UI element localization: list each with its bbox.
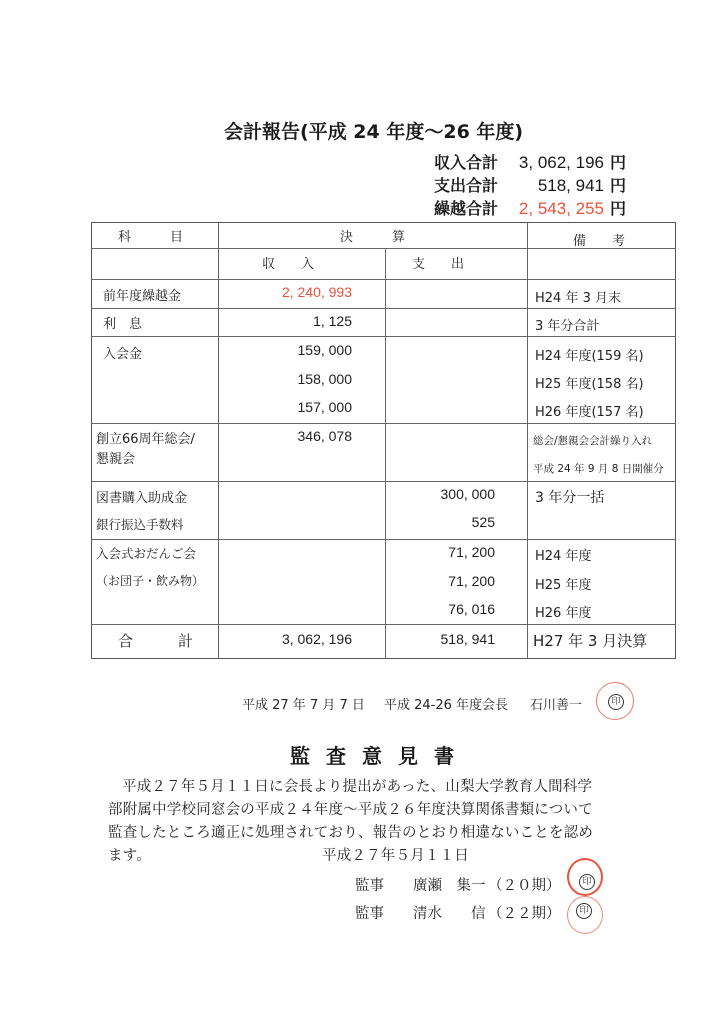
header-subject: 科 目 <box>118 230 184 245</box>
table-divider <box>218 222 219 659</box>
summary-unit: 円 <box>610 153 627 172</box>
table-divider <box>91 279 676 280</box>
row-expense: 300, 000 <box>440 486 495 502</box>
seal-mark: 印 <box>576 903 592 919</box>
row-subject: 入会金 <box>103 347 143 362</box>
row-subject: 入会式おだんご会 <box>96 546 197 561</box>
auditor-seal-icon <box>567 858 603 896</box>
total-label: 合 計 <box>118 632 194 650</box>
row-remarks: H25 年度 <box>535 578 592 593</box>
row-remarks: H25 年度(158 名) <box>535 377 644 392</box>
row-subject: 図書購入助成金 <box>96 491 188 506</box>
row-subject: （お団子・飲み物） <box>96 574 205 588</box>
table-divider <box>527 222 528 659</box>
row-remarks: 平成 24 年 9 月 8 日開催分 <box>533 463 664 475</box>
summary-income <box>434 150 626 173</box>
row-remarks: 3 年分合計 <box>535 319 600 334</box>
row-subject: 利 息 <box>103 317 143 332</box>
total-expense: 518, 941 <box>440 631 495 647</box>
seal-mark: 印 <box>608 694 624 710</box>
auditor-name: 廣瀬 集一 <box>413 878 486 894</box>
header-settlement: 決 算 <box>340 230 406 245</box>
row-remarks: H26 年度 <box>535 606 592 621</box>
auditor-seal-icon <box>567 896 603 934</box>
row-remarks: H24 年度 <box>535 549 592 564</box>
summary-unit: 円 <box>610 176 627 195</box>
summary-carryover <box>434 196 626 219</box>
row-income: 1, 125 <box>313 313 352 329</box>
row-remarks: 3 年分一括 <box>535 490 605 506</box>
row-remarks: 総会/懇親会会計繰り入れ <box>533 435 653 447</box>
total-remarks: H27 年 3 月決算 <box>533 632 648 650</box>
summary-value: 3, 062, 196 <box>518 153 604 172</box>
row-expense: 71, 200 <box>448 573 495 589</box>
table-divider <box>91 423 676 424</box>
row-expense: 71, 200 <box>448 544 495 560</box>
row-income: 159, 000 <box>297 342 352 358</box>
row-income: 158, 000 <box>297 371 352 387</box>
audit-date: 平成２７年５月１１日 <box>322 848 469 864</box>
row-income: 2, 240, 993 <box>281 284 352 300</box>
audit-paragraph-line: 監査したところ適正に処理されており、報告のとおり相違ないことを認め <box>108 825 594 841</box>
row-subject: 前年度繰越金 <box>103 289 182 304</box>
audit-paragraph-line: 平成２７年５月１１日に会長より提出があった、山梨大学教育人間科学 <box>122 779 593 795</box>
signature-role: 平成 24-26 年度会長 <box>384 698 509 713</box>
row-expense: 525 <box>471 514 495 530</box>
table-divider <box>91 308 676 309</box>
president-seal-icon <box>596 682 634 720</box>
auditor-role: 監事 <box>355 878 384 894</box>
header-remarks: 備 考 <box>573 234 626 249</box>
summary-value: 518, 941 <box>537 176 604 195</box>
audit-paragraph-line: 部附属中学校同窓会の平成２４年度～平成２６年度決算関係書類について <box>108 802 593 818</box>
row-expense: 76, 016 <box>448 601 495 617</box>
row-remarks: H26 年度(157 名) <box>535 405 644 420</box>
summary-unit: 円 <box>610 199 627 218</box>
summary-value: 2, 543, 255 <box>518 199 604 218</box>
summary-expense <box>434 173 626 196</box>
header-income: 収 入 <box>262 257 315 272</box>
signature-date: 平成 27 年 7 月 7 日 <box>242 698 365 713</box>
row-income: 157, 000 <box>297 399 352 415</box>
row-remarks: H24 年 3 月末 <box>535 291 621 306</box>
summary-label: 収入合計 <box>434 153 499 172</box>
row-subject: 創立66周年総会/ <box>96 432 195 447</box>
header-expense: 支 出 <box>412 257 465 272</box>
auditor-name: 清水 信 <box>413 906 486 922</box>
total-income: 3, 062, 196 <box>281 631 352 647</box>
table-divider <box>91 624 676 625</box>
audit-title: 監査意見書 <box>290 744 470 768</box>
auditor-term: （２０期） <box>488 878 561 894</box>
auditor-term: （２２期） <box>488 906 561 922</box>
signature-name: 石川善一 <box>530 698 583 713</box>
table-divider <box>91 481 676 482</box>
summary-label: 繰越合計 <box>434 199 499 218</box>
table-divider <box>385 248 386 659</box>
row-subject: 銀行振込手数料 <box>96 517 184 532</box>
summary-label: 支出合計 <box>434 176 499 195</box>
seal-mark: 印 <box>579 874 595 890</box>
auditor-role: 監事 <box>355 906 384 922</box>
table-divider <box>91 336 676 337</box>
row-income: 346, 078 <box>297 428 352 444</box>
audit-paragraph-line: ます。 <box>108 848 151 864</box>
row-subject: 懇親会 <box>96 452 136 467</box>
table-divider <box>91 539 676 540</box>
report-title: 会計報告(平成 24 年度～26 年度) <box>224 121 524 143</box>
row-remarks: H24 年度(159 名) <box>535 349 644 364</box>
